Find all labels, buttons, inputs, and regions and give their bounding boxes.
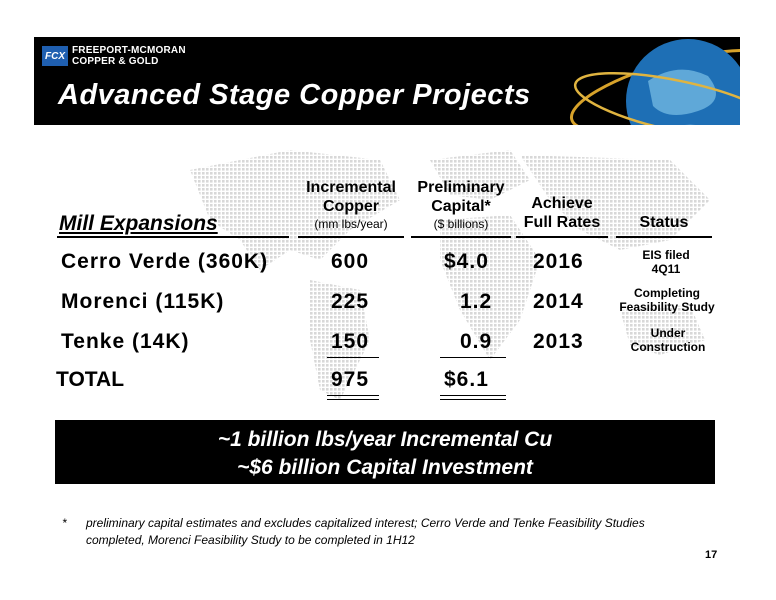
column-header-full-rates xyxy=(514,194,610,232)
footnote xyxy=(62,515,702,549)
status-line: 4Q11 xyxy=(651,262,681,276)
header-line: Incremental xyxy=(306,179,396,196)
header-line: Status xyxy=(639,214,689,231)
copper-value: 225 xyxy=(331,290,370,313)
page-number: 17 xyxy=(705,549,718,561)
header-rule xyxy=(516,236,608,238)
slide-title: Advanced Stage Copper Projects xyxy=(58,79,531,111)
header-sub: (mm lbs/year) xyxy=(314,217,388,231)
capital-value: $4.0 xyxy=(444,250,489,273)
column-header-copper xyxy=(296,178,406,232)
status-text xyxy=(608,286,726,314)
total-double-rule xyxy=(440,395,506,400)
subtotal-rule xyxy=(440,357,506,358)
header-line: Capital* xyxy=(431,198,491,215)
year-value: 2013 xyxy=(533,330,584,353)
header-rule xyxy=(298,236,404,238)
logo-line-1: FREEPORT-MCMORAN xyxy=(72,45,186,56)
total-double-rule xyxy=(327,395,379,400)
globe-graphic xyxy=(528,37,740,125)
logo-text xyxy=(72,45,186,67)
section-title: Mill Expansions xyxy=(59,212,218,235)
header-rule xyxy=(57,236,289,238)
status-line: Under xyxy=(650,326,686,340)
total-label: TOTAL xyxy=(56,368,125,391)
company-logo xyxy=(42,45,186,67)
copper-value: 150 xyxy=(331,330,370,353)
project-name: Tenke (14K) xyxy=(61,330,190,353)
subtotal-rule xyxy=(327,357,379,358)
status-line: Feasibility Study xyxy=(619,300,715,314)
capital-value: 1.2 xyxy=(460,290,493,313)
header-sub: ($ billions) xyxy=(433,217,489,231)
project-name: Cerro Verde (360K) xyxy=(61,250,269,273)
callout-line-2: ~$6 billion Capital Investment xyxy=(237,456,533,479)
header-rule xyxy=(616,236,712,238)
status-text xyxy=(616,326,720,354)
status-line: EIS filed xyxy=(642,248,690,262)
header-line: Preliminary xyxy=(417,179,505,196)
column-header-capital xyxy=(408,178,514,232)
header-line: Copper xyxy=(323,198,379,215)
logo-mark: FCX xyxy=(42,46,68,66)
callout-line-1: ~1 billion lbs/year Incremental Cu xyxy=(217,428,553,451)
copper-value: 600 xyxy=(331,250,370,273)
header-banner xyxy=(34,37,740,125)
header-rule xyxy=(411,236,511,238)
column-header-status xyxy=(624,213,704,232)
total-capital: $6.1 xyxy=(444,368,489,391)
status-line: Construction xyxy=(630,340,706,354)
year-value: 2016 xyxy=(533,250,584,273)
status-text xyxy=(620,248,712,276)
header-line: Full Rates xyxy=(523,214,601,231)
logo-line-2: COPPER & GOLD xyxy=(72,56,159,67)
header-line: Achieve xyxy=(531,195,593,212)
footnote-text: preliminary capital estimates and excludes capitalized interest; Cerro Verde and Tenke Feasibility Studies completed, Morenci Feasibility Study to be completed in 1H12 xyxy=(86,516,645,547)
total-copper: 975 xyxy=(331,368,370,391)
footnote-marker: * xyxy=(62,516,67,530)
capital-value: 0.9 xyxy=(460,330,493,353)
year-value: 2014 xyxy=(533,290,584,313)
summary-callout xyxy=(55,420,715,484)
status-line: Completing xyxy=(634,286,700,300)
project-name: Morenci (115K) xyxy=(61,290,225,313)
